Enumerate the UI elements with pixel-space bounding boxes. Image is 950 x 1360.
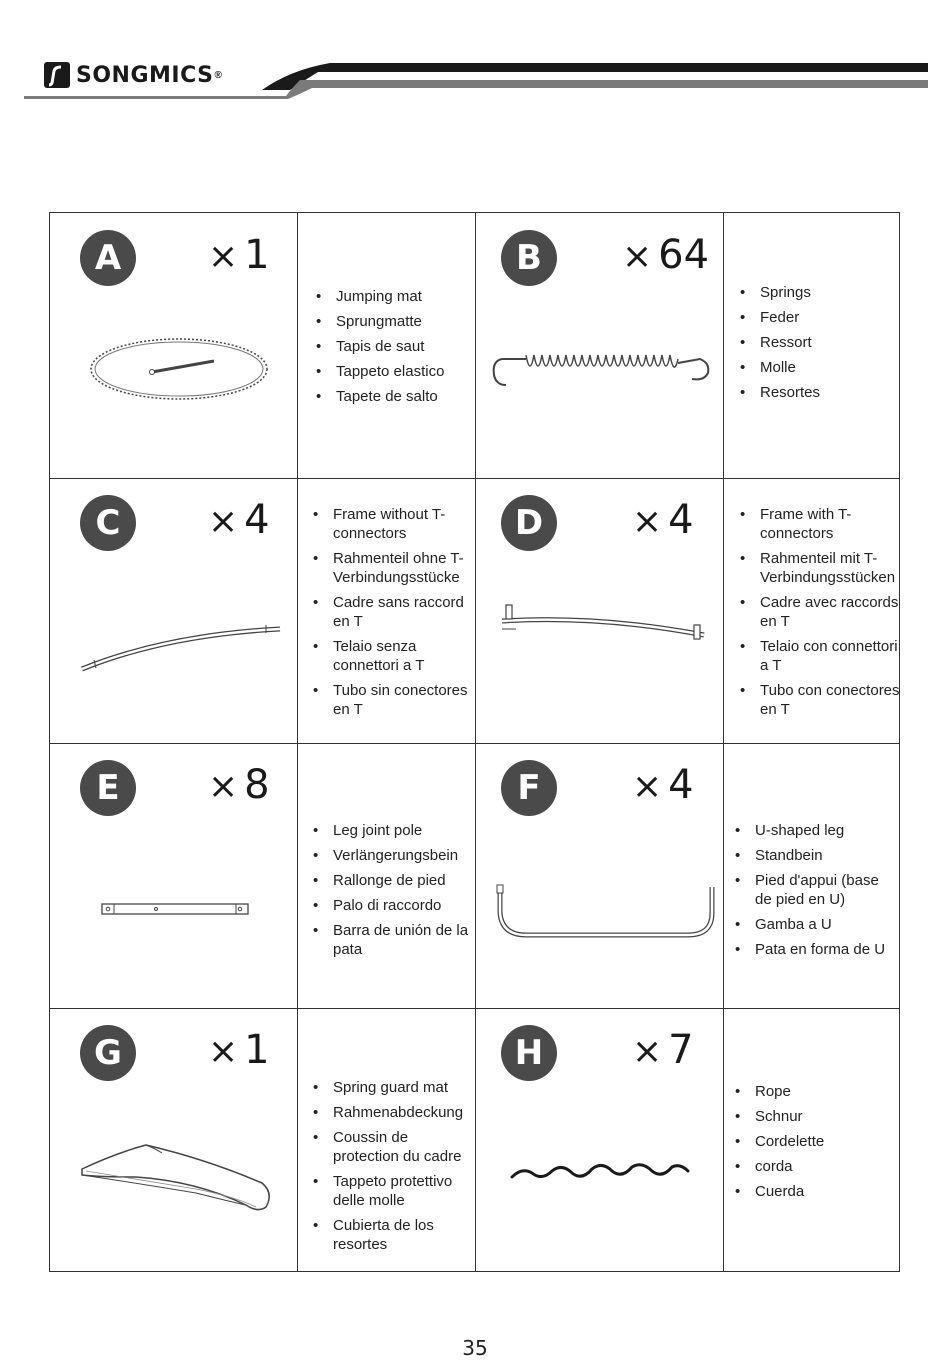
header-swoosh-lines: [0, 0, 950, 110]
row-divider: [50, 1008, 899, 1009]
part-name: • Jumping mat: [312, 287, 477, 306]
part-name: • Frame with T-connectors: [736, 505, 901, 543]
frame-with-t-connectors-illustration: [498, 601, 714, 651]
brand-logo-icon: [44, 62, 70, 88]
part-name: • Spring guard mat: [309, 1078, 474, 1097]
part-name: • Palo di raccordo: [309, 896, 474, 915]
row-divider: [50, 743, 899, 744]
part-name: • Sprungmatte: [312, 312, 477, 331]
row-divider: [50, 478, 899, 479]
part-names-list: [731, 821, 896, 965]
part-name: • Springs: [736, 283, 901, 302]
part-quantity: × 1: [208, 1027, 270, 1073]
part-names-list: [731, 1082, 896, 1207]
part-quantity: × 4: [208, 497, 270, 543]
part-name: • Pied d'appui (base de pied en U): [731, 871, 896, 909]
part-name: • Rahmenabdeckung: [309, 1103, 474, 1122]
page-header: [0, 0, 950, 110]
part-name: • Tappeto protettivo delle molle: [309, 1172, 474, 1210]
part-name: • Gamba a U: [731, 915, 896, 934]
part-names-list: [736, 283, 901, 408]
part-quantity: × 64: [622, 232, 710, 278]
column-divider: [723, 213, 724, 1271]
part-name: • corda: [731, 1157, 896, 1176]
part-name: • Barra de unión de la pata: [309, 921, 474, 959]
leg-joint-pole-illustration: [100, 901, 250, 919]
part-quantity: × 4: [632, 762, 694, 808]
frame-without-t-connectors-illustration: [76, 621, 286, 675]
part-name: • Tapis de saut: [312, 337, 477, 356]
part-name: • Rahmenteil ohne T-Verbindungsstücke: [309, 549, 474, 587]
part-letter-badge: F: [501, 760, 557, 816]
part-name: • Frame without T-connectors: [309, 505, 474, 543]
part-names-list: [736, 505, 901, 725]
part-name: • Tapete de salto: [312, 387, 477, 406]
column-divider: [297, 213, 298, 1271]
part-quantity: × 4: [632, 497, 694, 543]
part-names-list: [309, 505, 474, 725]
part-letter-badge: G: [80, 1025, 136, 1081]
brand-name: SONGMICS: [76, 62, 214, 88]
part-letter-badge: H: [501, 1025, 557, 1081]
brand-logo: [44, 60, 222, 90]
jumping-mat-illustration: [88, 335, 270, 403]
part-name: • Molle: [736, 358, 901, 377]
part-name: • Telaio senza connettori a T: [309, 637, 474, 675]
page-number: 35: [462, 1336, 488, 1360]
spring-illustration: [492, 345, 712, 395]
part-name: • Ressort: [736, 333, 901, 352]
part-name: • Rahmenteil mit T-Verbindungsstücken: [736, 549, 901, 587]
part-letter-badge: C: [80, 495, 136, 551]
part-name: • Tubo sin conectores en T: [309, 681, 474, 719]
part-name: • Rallonge de pied: [309, 871, 474, 890]
part-quantity: × 7: [632, 1027, 694, 1073]
part-name: • Telaio con connettori a T: [736, 637, 901, 675]
part-name: • Resortes: [736, 383, 901, 402]
part-name: • U-shaped leg: [731, 821, 896, 840]
part-name: • Coussin de protection du cadre: [309, 1128, 474, 1166]
part-name: • Rope: [731, 1082, 896, 1101]
part-name: • Cordelette: [731, 1132, 896, 1151]
part-names-list: [312, 287, 477, 412]
part-name: • Standbein: [731, 846, 896, 865]
u-shaped-leg-illustration: [492, 877, 720, 943]
part-letter-badge: A: [80, 230, 136, 286]
part-name: • Verlängerungsbein: [309, 846, 474, 865]
part-quantity: × 8: [208, 762, 270, 808]
part-name: • Pata en forma de U: [731, 940, 896, 959]
part-name: • Cubierta de los resortes: [309, 1216, 474, 1254]
part-names-list: [309, 1078, 474, 1260]
part-letter-badge: E: [80, 760, 136, 816]
part-name: • Cadre avec raccords en T: [736, 593, 901, 631]
part-quantity: × 1: [208, 232, 270, 278]
spring-guard-mat-illustration: [76, 1131, 276, 1221]
part-name: • Feder: [736, 308, 901, 327]
part-letter-badge: D: [501, 495, 557, 551]
part-name: • Leg joint pole: [309, 821, 474, 840]
registered-mark: ®: [214, 69, 222, 81]
part-name: • Tubo con conectores en T: [736, 681, 901, 719]
part-name: • Cuerda: [731, 1182, 896, 1201]
part-names-list: [309, 821, 474, 965]
part-name: • Schnur: [731, 1107, 896, 1126]
parts-table: [49, 212, 900, 1272]
rope-illustration: [508, 1155, 694, 1183]
part-name: • Cadre sans raccord en T: [309, 593, 474, 631]
part-name: • Tappeto elastico: [312, 362, 477, 381]
part-letter-badge: B: [501, 230, 557, 286]
